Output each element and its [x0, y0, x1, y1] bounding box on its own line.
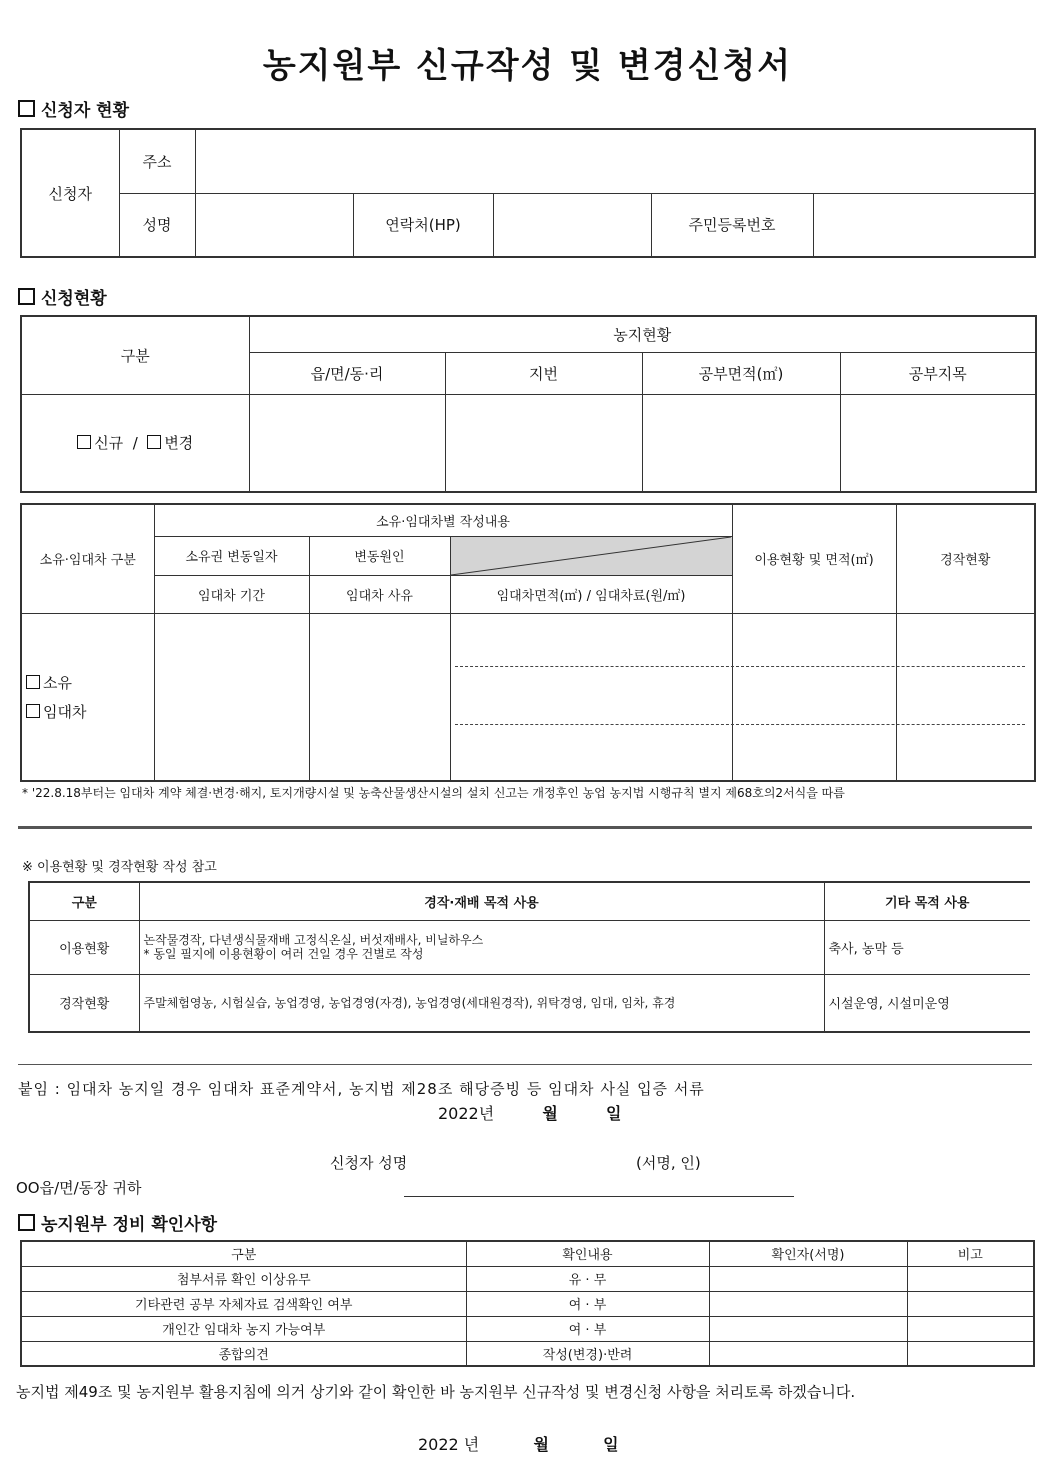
cultivation-field[interactable]	[896, 613, 1035, 781]
confirmer-field[interactable]	[709, 1291, 907, 1316]
confirm-row-item: 기타관련 공부 자체자료 검색확인 여부	[21, 1291, 466, 1316]
dashed-divider	[455, 724, 1025, 725]
diagonal-blank-cell	[450, 536, 732, 575]
closing-month: 월	[533, 1435, 549, 1454]
date-year: 2022년	[438, 1104, 495, 1123]
ref-other-header: 기타 목적 사용	[824, 882, 1030, 920]
registered-area-field[interactable]	[642, 394, 840, 492]
lease-table	[20, 503, 1036, 782]
confirm-section-heading: 농지원부 정비 확인사항	[18, 1210, 217, 1235]
confirmer-field[interactable]	[709, 1266, 907, 1291]
owned-option: 소유	[26, 672, 150, 693]
change-reason-field[interactable]	[309, 613, 450, 781]
signature-seal[interactable]: (서명, 인)	[636, 1154, 701, 1172]
confirmer-field[interactable]	[709, 1316, 907, 1341]
request-section-heading: 신청현황	[18, 284, 107, 309]
lease-period-label: 임대차 기간	[154, 575, 309, 613]
phone-label: 연락처(HP)	[353, 193, 493, 257]
remark-field[interactable]	[907, 1341, 1034, 1366]
checkbox-square-icon	[18, 100, 35, 117]
ownership-options	[21, 613, 154, 781]
ref-category-header: 구분	[29, 882, 139, 920]
change-checkbox[interactable]	[147, 435, 161, 449]
section-divider	[18, 1064, 1032, 1065]
farmland-status-label: 농지현황	[249, 316, 1036, 352]
remark-field[interactable]	[907, 1291, 1034, 1316]
column-header: 공부지목	[840, 352, 1036, 394]
confirm-row-content[interactable]: 여 · 부	[466, 1316, 709, 1341]
new-checkbox[interactable]	[77, 435, 91, 449]
column-header: 지번	[445, 352, 642, 394]
closing-day: 일	[603, 1435, 619, 1454]
date-line	[438, 1101, 622, 1124]
name-label: 성명	[119, 193, 195, 257]
reference-table	[28, 881, 1030, 1033]
confirm-row-item: 종합의견	[21, 1341, 466, 1366]
remark-field[interactable]	[907, 1266, 1034, 1291]
new-label: 신규	[94, 434, 124, 453]
date-month: 월	[542, 1104, 558, 1123]
closing-text: 농지법 제49조 및 농지원부 활용지침에 의거 상기와 같이 확인한 바 농지원부 신규작성 및 변경신청 사항을 처리토록 하겠습니다.	[16, 1383, 856, 1401]
applicant-label: 신청자	[21, 129, 119, 257]
remark-field[interactable]	[907, 1316, 1034, 1341]
new-change-options: 신규 / 변경	[21, 394, 249, 492]
detail-header: 소유·임대차별 작성내용	[154, 504, 732, 536]
confirm-row-content[interactable]: 여 · 부	[466, 1291, 709, 1316]
column-header: 읍/면/동·리	[249, 352, 445, 394]
town-field[interactable]	[249, 394, 445, 492]
attachment-note: 붙임 : 임대차 농지일 경우 임대차 표준계약서, 농지법 제28조 해당증빙 등 임대차 사실 입증 서류	[18, 1080, 705, 1098]
ref-row-label: 이용현황	[29, 920, 139, 974]
ref-row-label: 경작현황	[29, 974, 139, 1032]
lease-checkbox[interactable]	[26, 704, 40, 718]
ownership-type-label: 소유·임대차 구분	[21, 504, 154, 613]
lease-reason-label: 임대차 사유	[309, 575, 450, 613]
ref-row-farming: 주말체험영농, 시험실습, 농업경영, 농업경영(자경), 농업경영(세대원경작), 위탁경영, 임대, 임차, 휴경	[139, 974, 824, 1032]
land-category-field[interactable]	[840, 394, 1036, 492]
usage-field[interactable]	[732, 613, 896, 781]
column-header: 공부면적(㎡)	[642, 352, 840, 394]
name-field[interactable]	[195, 193, 353, 257]
section-divider	[18, 826, 1032, 829]
recipient: OO읍/면/동장 귀하	[16, 1179, 142, 1197]
change-label: 변경	[164, 434, 194, 453]
phone-field[interactable]	[493, 193, 651, 257]
ref-row-farming: 논작물경작, 다년생식물재배 고정식온실, 버섯재배사, 비닐하우스 * 동일 필지에 이용현황이 여러 건일 경우 건별로 작성	[139, 920, 824, 974]
address-field[interactable]	[195, 129, 1035, 193]
dashed-divider	[455, 666, 1025, 667]
confirmer-field[interactable]	[709, 1341, 907, 1366]
owned-checkbox[interactable]	[26, 675, 40, 689]
page-title: 농지원부 신규작성 및 변경신청서	[262, 46, 793, 86]
category-label: 구분	[21, 316, 249, 394]
cultivation-status-label: 경작현황	[896, 504, 1035, 613]
applicant-section-heading: 신청자 현황	[18, 96, 129, 121]
owned-change-date-label: 소유권 변동일자	[154, 536, 309, 575]
address-label: 주소	[119, 129, 195, 193]
reference-heading: ※ 이용현황 및 경작현황 작성 참고	[22, 860, 217, 875]
request-table	[20, 315, 1037, 493]
closing-year: 2022 년	[418, 1435, 480, 1454]
lease-footnote: * '22.8.18부터는 임대차 계약 체결·변경·해지, 토지개량시설 및 농축산물생산시설의 설치 신고는 개정후인 농업 농지법 시행규칙 별지 제68호의2서식을 따름	[22, 786, 845, 800]
confirm-col-header: 확인자(서명)	[709, 1241, 907, 1266]
confirm-row-item: 개인간 임대차 농지 가능여부	[21, 1316, 466, 1341]
lease-option: 임대차	[26, 701, 150, 722]
lease-area-field[interactable]	[450, 613, 732, 781]
lease-area-fee-label: 임대차면적(㎡) / 임대차료(원/㎡)	[450, 575, 732, 613]
date-day: 일	[606, 1104, 622, 1123]
checkbox-square-icon	[18, 1214, 35, 1231]
closing-date	[418, 1432, 619, 1455]
ref-farming-header: 경작·재배 목적 사용	[139, 882, 824, 920]
change-date-field[interactable]	[154, 613, 309, 781]
confirm-row-item: 첨부서류 확인 이상유무	[21, 1266, 466, 1291]
resident-no-label: 주민등록번호	[651, 193, 813, 257]
ref-row-other: 시설운영, 시설미운영	[824, 974, 1030, 1032]
ref-row-other: 축사, 농막 등	[824, 920, 1030, 974]
confirm-row-content[interactable]: 작성(변경)·반려	[466, 1341, 709, 1366]
applicant-table	[20, 128, 1036, 258]
diagonal-line	[451, 537, 731, 575]
confirm-col-header: 비고	[907, 1241, 1034, 1266]
signature-underline	[404, 1196, 794, 1197]
lot-number-field[interactable]	[445, 394, 642, 492]
confirm-col-header: 확인내용	[466, 1241, 709, 1266]
confirm-row-content[interactable]: 유 · 무	[466, 1266, 709, 1291]
confirm-table	[20, 1240, 1035, 1367]
resident-no-field[interactable]	[813, 193, 1035, 257]
change-reason-label: 변동원인	[309, 536, 450, 575]
confirm-col-header: 구분	[21, 1241, 466, 1266]
checkbox-square-icon	[18, 288, 35, 305]
usage-status-label: 이용현황 및 면적(㎡)	[732, 504, 896, 613]
signature-label: 신청자 성명	[330, 1154, 408, 1172]
